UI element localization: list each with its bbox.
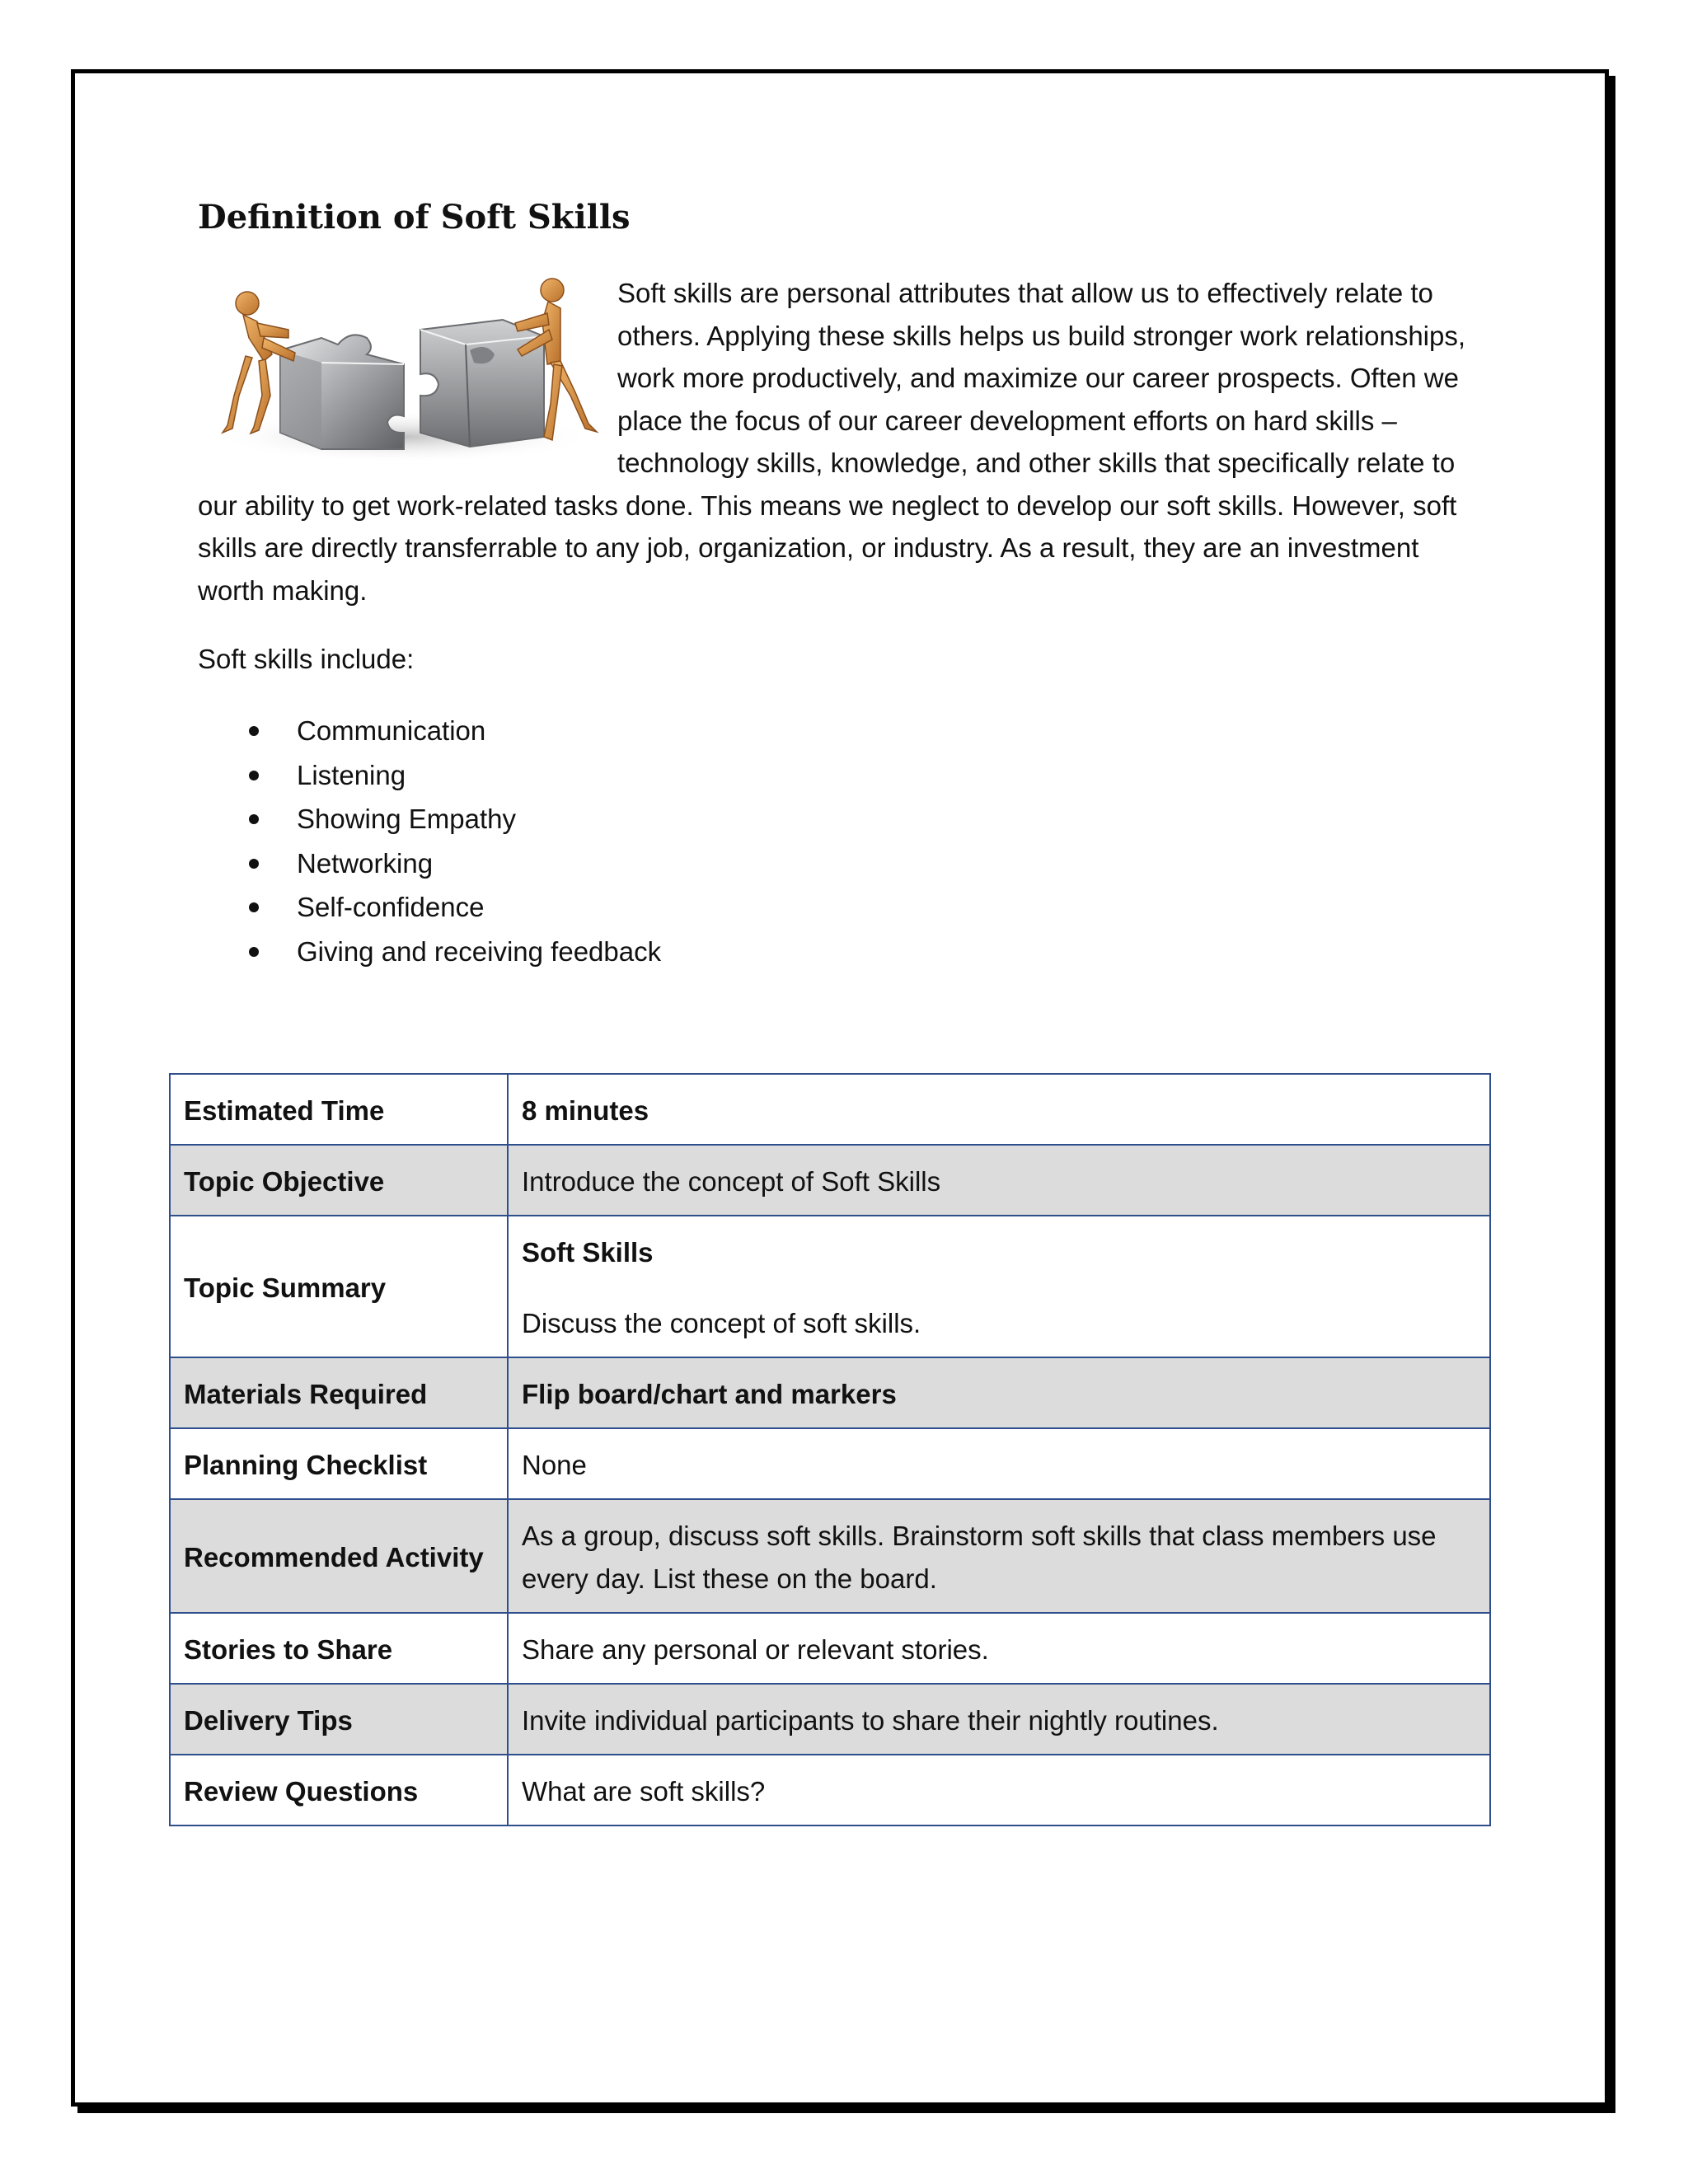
- table-value-cell: As a group, discuss soft skills. Brainstorm soft skills that class members use every day. List these on the board.: [508, 1499, 1490, 1613]
- table-label-cell: Planning Checklist: [170, 1428, 508, 1499]
- skills-include-label: Soft skills include:: [198, 644, 415, 674]
- table-value-cell: [508, 1216, 1490, 1357]
- list-item-label: Networking: [297, 847, 434, 879]
- table-label-cell: Review Questions: [170, 1755, 508, 1825]
- puzzle-illustration-icon: [198, 272, 606, 470]
- table-value-cell: Share any personal or relevant stories.: [508, 1613, 1490, 1684]
- bullet-icon: [249, 859, 259, 869]
- skills-list: [198, 709, 661, 973]
- list-item-label: Communication: [297, 715, 486, 746]
- table-value-cell: Introduce the concept of Soft Skills: [508, 1145, 1490, 1216]
- list-item: [198, 841, 661, 886]
- table-label-cell: Stories to Share: [170, 1613, 508, 1684]
- table-row: [170, 1357, 1490, 1428]
- table-label-cell: Delivery Tips: [170, 1684, 508, 1755]
- left-puzzle-piece: [280, 335, 404, 449]
- list-item-label: Showing Empathy: [297, 804, 516, 834]
- table-row: [170, 1755, 1490, 1825]
- table-value-cell: Invite individual participants to share their nightly routines.: [508, 1684, 1490, 1755]
- table-row: [170, 1216, 1490, 1357]
- list-item-label: Self-confidence: [297, 892, 485, 922]
- list-item: [198, 797, 661, 841]
- list-item: [198, 930, 661, 974]
- list-item-label: Giving and receiving feedback: [297, 935, 662, 967]
- table-label-cell: Topic Objective: [170, 1145, 508, 1216]
- topic-info-table: [169, 1073, 1491, 1826]
- list-item-label: Listening: [297, 759, 406, 790]
- intro-section: [198, 272, 1484, 612]
- bullet-icon: [249, 726, 259, 736]
- table-row: [170, 1074, 1490, 1145]
- table-label-cell: Recommended Activity: [170, 1499, 508, 1613]
- table-value-cell: 8 minutes: [508, 1074, 1490, 1145]
- summary-title: Soft Skills: [522, 1237, 654, 1268]
- right-puzzle-piece: [420, 320, 544, 447]
- bullet-icon: [249, 771, 259, 780]
- table-value-cell: None: [508, 1428, 1490, 1499]
- intro-paragraph: Soft skills are personal attributes that allow us to effectively relate to others. Applying these skills helps us build stronger work relationships, work more productively, and maximize our career prospects. Often we place the focus of our career development efforts on hard skills – technology skills, knowledge, and other skills that specifically relate to our ability to get work-related tasks done. This means we neglect to develop our soft skills. However, soft skills are directly transferrable to any job, organization, or industry. As a result, they are an investment worth making.: [198, 278, 1466, 606]
- bullet-icon: [249, 902, 259, 912]
- table-row: [170, 1613, 1490, 1684]
- table-label-cell: Materials Required: [170, 1357, 508, 1428]
- table-label-cell: Estimated Time: [170, 1074, 508, 1145]
- table-row: [170, 1145, 1490, 1216]
- bullet-icon: [249, 947, 259, 957]
- list-item: [198, 709, 661, 753]
- page-title: Definition of Soft Skills: [198, 198, 631, 237]
- table-value-cell: Flip board/chart and markers: [508, 1357, 1490, 1428]
- table-row: [170, 1428, 1490, 1499]
- table-value-cell: What are soft skills?: [508, 1755, 1490, 1825]
- table-row: [170, 1684, 1490, 1755]
- bullet-icon: [249, 814, 259, 824]
- table-row: [170, 1499, 1490, 1613]
- list-item: [198, 885, 661, 930]
- list-item: [198, 753, 661, 798]
- summary-text: Discuss the concept of soft skills.: [522, 1308, 921, 1338]
- table-label-cell: Topic Summary: [170, 1216, 508, 1357]
- puzzle-figures-image: [198, 272, 606, 470]
